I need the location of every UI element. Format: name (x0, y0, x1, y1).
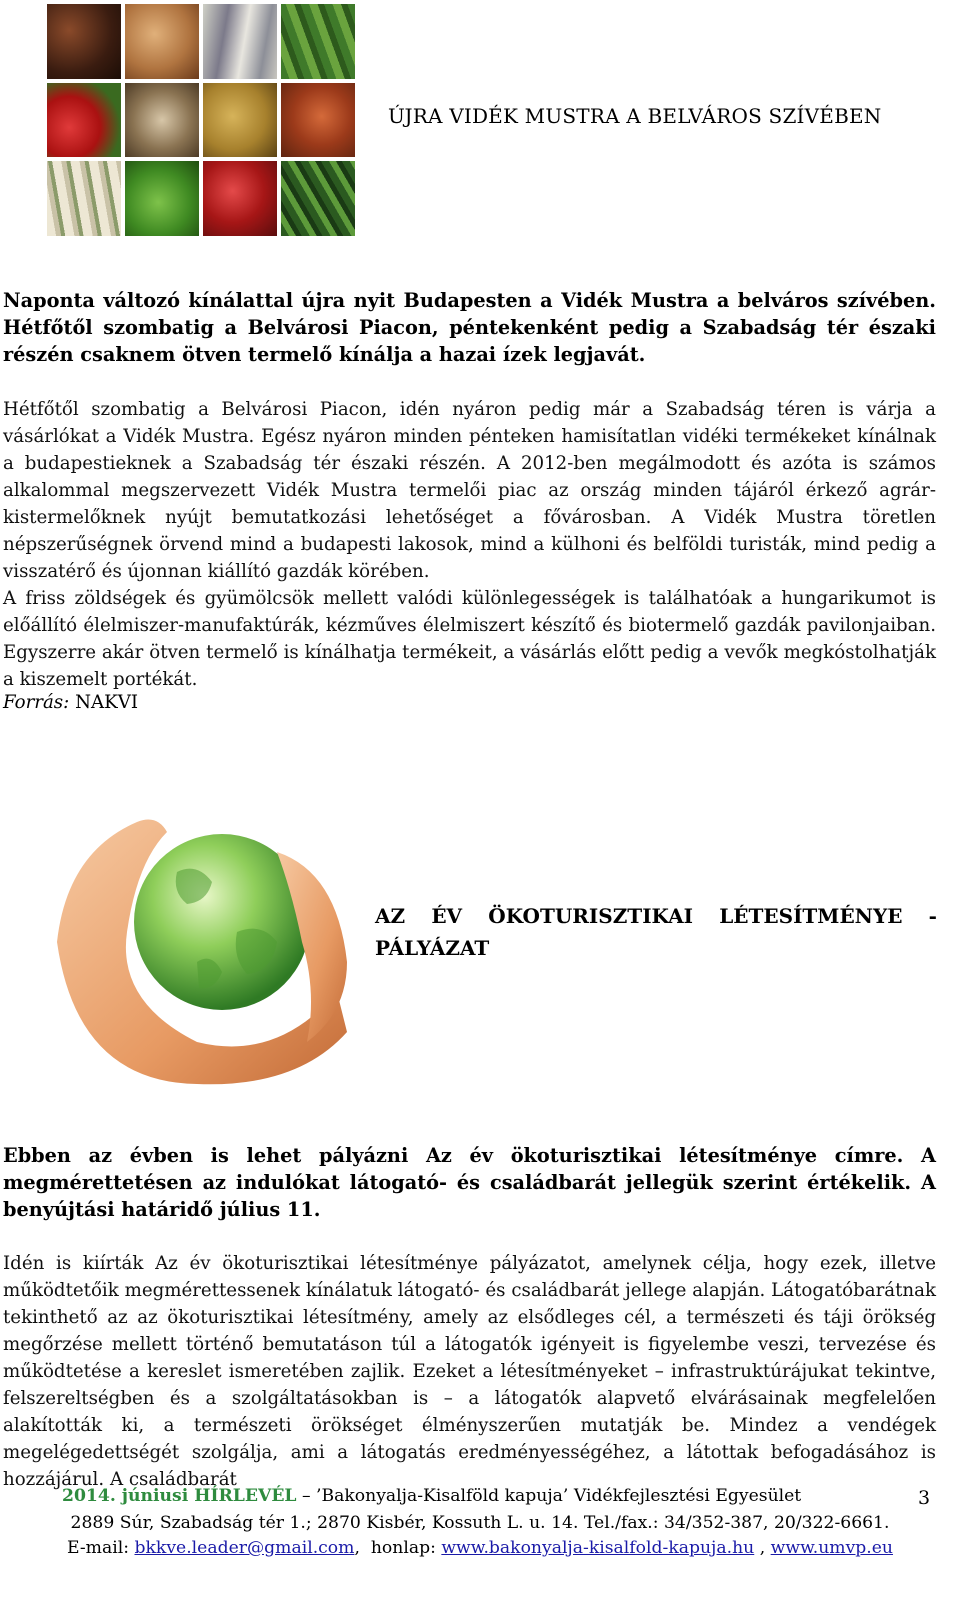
collage-tile (203, 161, 277, 236)
collage-tile (125, 4, 199, 79)
collage-tile (47, 83, 121, 158)
collage-tile (281, 83, 355, 158)
collage-tile (203, 4, 277, 79)
organization-name: ’Bakonyalja-Kisalföld kapuja’ Vidékfejlesztési Egyesület (316, 1486, 802, 1506)
page-number: 3 (918, 1487, 931, 1509)
article-lead: Naponta változó kínálattal újra nyit Budapesten a Vidék Mustra a belváros szívében. Hétfőtől szombatig a Belvárosi Piacon, péntekenként pedig a Szabadság tér északi részén csaknem ötven termelő kínálja a hazai ízek legjavát. (3, 289, 936, 366)
email-link[interactable]: bkkve.leader@gmail.com (134, 1538, 355, 1558)
article-body (3, 396, 936, 693)
article-body: Idén is kiírták Az év ökoturisztikai létesítménye pályázatot, amelynek célja, hogy ezek, illetve működtetőik megmérettessenek kínálatuk látogató- és családbarát jellege alapján. Látogatóbarátnak tekinthető az az ökoturisztikai létesítmény, amely az elsődleges cél, a természeti és táji örökség megőrzése mellett történő bemutatáson túl a látogatók igényeit is figyelembe veszi, tervezése és működtetése a kereslet ismeretében zajlik. Ezeket a létesítményeket – infrastruktúrájukat tekintve, felszereltségben és a szolgáltatásokban is – a látogatók alapvető elvárásainak megfelelően alakították ki, a természeti örökséget élményszerűen mutatják be. Mindez a vendégek megelégedettségét szolgálja, ami a látogatás eredményességéhez, a látottak befogadásához is hozzájárul. A családbarát (3, 1253, 936, 1490)
source-label: Forrás: (3, 692, 70, 713)
footer-line-1 (62, 1486, 801, 1506)
collage-tile (125, 83, 199, 158)
homepage-label: honlap: (370, 1538, 436, 1558)
collage-tile (281, 161, 355, 236)
collage-tile (281, 4, 355, 79)
separator: , (354, 1538, 360, 1558)
body-paragraph: A friss zöldségek és gyümölcsök mellett valódi különlegességek is találhatóak a hungarikumot is előállító élelmiszer-manufaktúrák, kézműves élelmiszert készítő és biotermelő gazdák pavilonjaiban. Egyszerre akár ötven termelő is kínálhatja termékeit, a vásárlás előtt pedig a vevők megkóstolhatják a kiszemelt portékát. (3, 588, 936, 690)
article-source (3, 692, 138, 713)
article-title-okoturisztikai: AZ ÉV ÖKOTURISZTIKAI LÉTESÍTMÉNYE - PÁLYÁZAT (375, 904, 937, 960)
collage-tile (203, 83, 277, 158)
newsletter-label: 2014. júniusi HÍRLEVÉL (62, 1486, 297, 1506)
hands-globe-icon (47, 792, 355, 1088)
collage-tile (125, 161, 199, 236)
separator: , (759, 1538, 766, 1558)
collage-tile (47, 161, 121, 236)
body-paragraph: Hétfőtől szombatig a Belvárosi Piacon, idén nyáron pedig már a Szabadság téren is várja a vásárlókat a Vidék Mustra. Egész nyáron minden pénteken hamisítatlan vidéki termékeket kínálnak a budapestieknek a Szabadság tér északi részén. A 2012-ben megálmodott és azóta is számos alkalommal megszervezett Vidék Mustra termelői piac az ország minden tájáról érkező agrár-kistermelőknek nyújt bemutatkozási lehetőséget a fővárosban. A Vidék Mustra töretlen népszerűségnek örvend mind a budapesti lakosok, mind a külhoni és belföldi turisták, mind pedig a visszatérő és újonnan kiállító gazdák körében. (3, 399, 936, 582)
email-label: E-mail: (67, 1538, 130, 1558)
source-value: NAKVI (75, 692, 139, 713)
footer-address: 2889 Súr, Szabadság tér 1.; 2870 Kisbér, Kossuth L. u. 14. Tel./fax.: 34/352-387, 20/322-6661. (70, 1513, 890, 1533)
footer-contacts (0, 1538, 960, 1558)
vegetable-collage-image (47, 4, 355, 236)
website-link-bakonyalja[interactable]: www.bakonyalja-kisalfold-kapuja.hu (441, 1538, 755, 1558)
website-link-umvp[interactable]: www.umvp.eu (770, 1538, 893, 1558)
footer-dash: – (301, 1486, 311, 1506)
article-lead: Ebben az évben is lehet pályázni Az év ökoturisztikai létesítménye címre. A megmérettetésen az indulókat látogató- és családbarát jellegük szerint értékelik. A benyújtási határidő július 11. (3, 1144, 936, 1221)
hands-globe-image (47, 792, 355, 1088)
collage-tile (47, 4, 121, 79)
article-title-videk-mustra: ÚJRA VIDÉK MUSTRA A BELVÁROS SZÍVÉBEN (388, 104, 882, 128)
